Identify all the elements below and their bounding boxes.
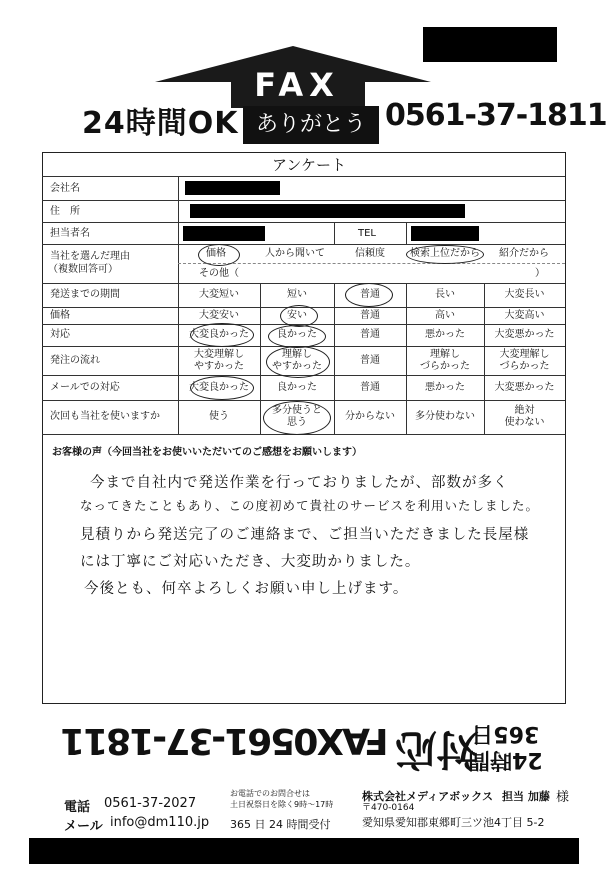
rating-option: 普通: [360, 289, 380, 300]
rating-option: 普通: [360, 329, 380, 340]
thanks-label: ありがとう: [243, 106, 379, 144]
rating-row-label: 発注の流れ: [50, 354, 100, 366]
selection-circle: [263, 401, 331, 435]
selection-circle: [198, 244, 240, 266]
comment-line: 今後とも、何卒よろしくお願い申し上げます。: [84, 581, 409, 597]
tel-label: TEL: [358, 228, 376, 239]
footer-person: 担当 加藤: [502, 790, 550, 803]
footer-company: 株式会社メディアボックス: [362, 790, 494, 803]
rating-option: 普通: [360, 381, 380, 393]
reason-search: 検索上位だから: [410, 248, 480, 259]
selection-circle: [280, 305, 318, 327]
selection-circle: [345, 283, 393, 307]
rating-row-label: 対応: [50, 329, 70, 340]
hours-label: 24時間OK: [82, 106, 239, 141]
rating-option: 大変良かった: [189, 381, 249, 393]
contact-label: 担当者名: [50, 228, 90, 239]
reason-trust: 信頼度: [355, 248, 385, 259]
rating-option: 理解し やすかった: [272, 348, 322, 372]
reason-other: その他（: [199, 268, 239, 279]
address-label: 住 所: [50, 206, 80, 217]
rating-option: 大変理解し やすかった: [194, 348, 244, 372]
rating-option: 大変短い: [199, 289, 239, 300]
rating-option: 大変悪かった: [494, 381, 555, 393]
rating-option: 良かった: [277, 329, 317, 340]
company-label: 会社名: [50, 183, 80, 194]
rating-option: 普通: [360, 354, 380, 366]
contact-redaction: [183, 226, 265, 241]
address-redaction: [190, 204, 465, 218]
reason-referral: 人から聞いて: [265, 248, 325, 259]
fax-label: FAX: [254, 66, 340, 104]
voice-heading: お客様の声（今回当社をお使いいただいてのご感想をお願いします）: [52, 447, 362, 458]
redaction-top: [423, 27, 557, 62]
comment-line: 見積りから発送完了のご連絡まで、ご担当いただきました長屋様: [80, 527, 530, 543]
rating-option: 良かった: [277, 381, 317, 393]
comment-line: には丁寧にご対応いただき、大変助かりました。: [80, 554, 421, 570]
rating-option: 高い: [435, 309, 455, 321]
rating-option: 大変良かった: [189, 329, 249, 340]
selection-circle: [266, 346, 330, 378]
footer-tel-number: 0561-37-2027: [104, 796, 197, 811]
rating-row-label: 次回も当社を使いますか: [50, 411, 160, 422]
rating-option: 大変長い: [504, 289, 545, 300]
footer-hours-mirrored: 24時間: [468, 747, 543, 772]
comment-line: 今まで自社内で発送作業を行っておりましたが、部数が多く: [90, 475, 509, 491]
rating-option: 普通: [360, 309, 380, 321]
tel-redaction: [411, 226, 479, 241]
rating-option: 長い: [435, 289, 455, 300]
reason-label: 当社を選んだ理由: [50, 251, 130, 262]
rating-row-label: 発送までの期間: [50, 289, 120, 300]
rating-option: 大変高い: [504, 309, 545, 321]
survey-title: アンケート: [271, 156, 347, 174]
footer-tel-label: 電話: [64, 800, 91, 815]
selection-circle: [190, 376, 254, 400]
rating-option: 短い: [287, 289, 307, 300]
footer-fax-mirrored: FAX0561-37-1811: [62, 720, 389, 761]
footer-mail-label: メール: [64, 819, 103, 834]
footer-address: 愛知県愛知郡東郷町三ツ池4丁目 5-2: [362, 816, 545, 829]
footer-mail-address: info@dm110.jp: [110, 815, 210, 830]
selection-circle: [268, 325, 326, 348]
rating-option: 使う: [209, 411, 229, 422]
footer-reception: 365 日 24 時間受付: [230, 818, 331, 831]
selection-circle: [190, 323, 254, 347]
rating-option: 多分使わない: [415, 411, 475, 422]
comment-line: なってきたこともあり、この度初めて貴社のサービスを利用いたしました。: [80, 498, 540, 513]
footer-phone-note-2: 土日祝祭日を除く9時～17時: [230, 800, 334, 809]
rating-option: 多分使うと 思う: [272, 405, 322, 428]
footer-phone-note-1: お電話でのお問合せは: [230, 789, 310, 798]
rating-option: 大変安い: [199, 309, 239, 321]
footer-stamp: 様: [556, 790, 570, 805]
selection-circle: [406, 245, 484, 264]
reason-price: 価格: [206, 248, 226, 259]
footer-taio-mirrored: 対応: [395, 725, 480, 774]
rating-option: 悪かった: [425, 329, 465, 340]
footer-postal: 〒470-0164: [362, 803, 415, 813]
reason-introduction: 紹介だから: [499, 248, 549, 259]
bottom-redaction-bar: [29, 838, 579, 864]
rating-row-label: メールでの対応: [50, 381, 120, 393]
rating-option: 絶対 使わない: [504, 405, 545, 428]
rating-option: 理解し づらかった: [420, 348, 470, 372]
rating-option: 大変理解し づらかった: [499, 348, 550, 372]
reason-sublabel: （複数回答可）: [48, 264, 118, 275]
rating-option: 大変悪かった: [494, 329, 555, 340]
footer-days-block: [468, 720, 543, 772]
footer-days-mirrored: 365日: [471, 721, 540, 746]
rating-option: 安い: [287, 309, 307, 321]
rating-option: 分からない: [345, 411, 395, 422]
fax-number: 0561-37-1811: [385, 98, 607, 133]
company-redaction: [185, 181, 280, 195]
reason-other-close: ）: [535, 268, 545, 279]
rating-row-label: 価格: [50, 309, 70, 321]
rating-option: 悪かった: [425, 381, 465, 393]
